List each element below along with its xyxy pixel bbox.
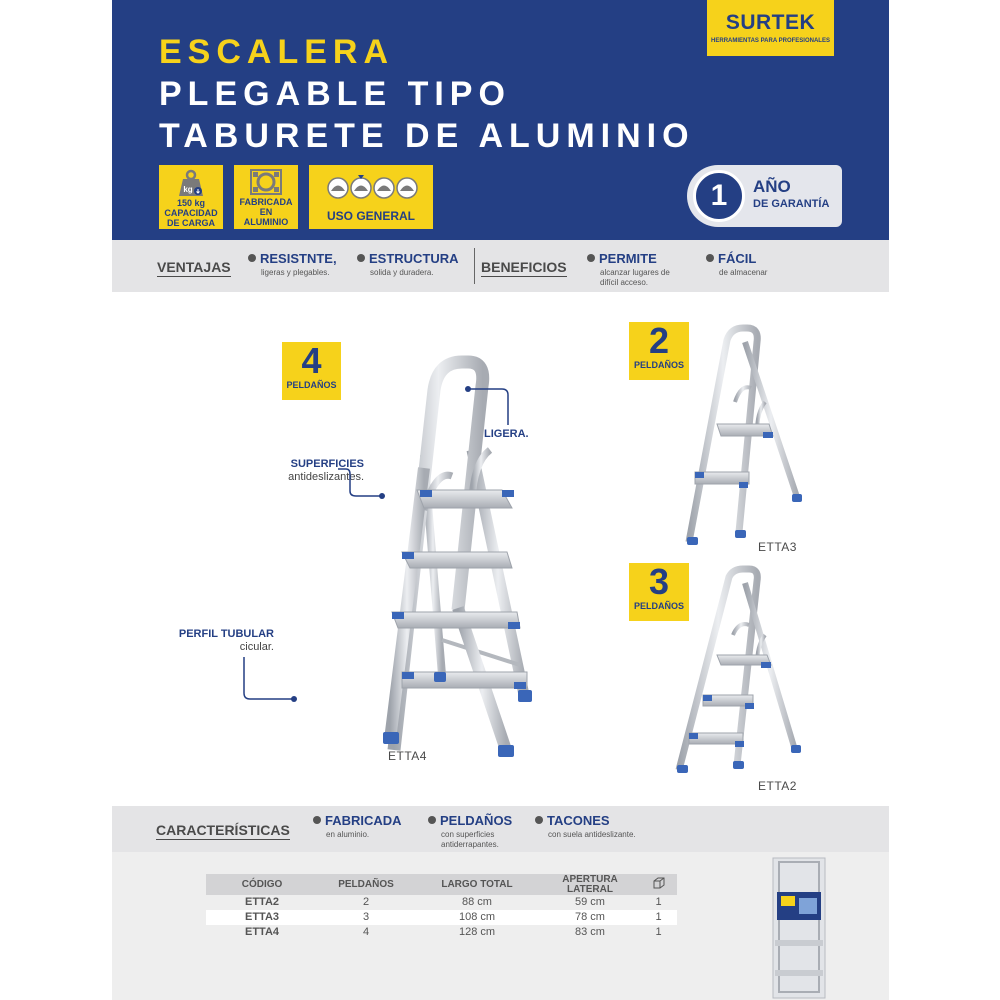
header-length: LARGO TOTAL — [414, 874, 540, 895]
made-line-3: ALUMINIO — [243, 217, 289, 227]
callout-surfaces-line — [338, 466, 388, 501]
cell-opening: 59 cm — [575, 896, 605, 908]
packaging-image — [765, 852, 833, 1000]
advantage-item-1 — [248, 250, 337, 278]
callout-tubular — [159, 628, 274, 654]
callout-tubular-sub: cicular. — [239, 641, 274, 653]
brand-tagline: HERRAMIENTAS PARA PROFESIONALES — [711, 38, 830, 44]
advantage-title-2: ESTRUCTURA — [369, 251, 459, 266]
callout-surfaces-title: SUPERFICIES — [290, 458, 364, 470]
bullet-dot — [535, 816, 543, 824]
feature-sub-3: con suela antideslizante. — [548, 830, 636, 839]
spec-table — [206, 874, 677, 940]
cell-code: ETTA4 — [244, 926, 280, 938]
brand-logo — [707, 0, 834, 56]
benefit-title-1: PERMITE — [599, 251, 657, 266]
made-line-1: FABRICADA — [239, 197, 293, 207]
benefit-sub-2: de almacenar — [719, 268, 768, 277]
steps-number: 3 — [648, 561, 670, 602]
feature-sub-2a: con superficies — [441, 830, 495, 839]
cell-code: ETTA3 — [206, 910, 318, 925]
general-use-label: USO GENERAL — [326, 209, 415, 223]
callout-light-line — [464, 385, 514, 430]
product-sheet — [112, 0, 889, 1000]
capacity-badge — [159, 165, 223, 229]
header-banner — [112, 0, 889, 240]
box-icon — [652, 876, 666, 890]
advantage-item-2 — [357, 250, 459, 278]
cell-code: ETTA2 — [244, 896, 280, 908]
advantages-heading: VENTAJAS — [157, 259, 231, 275]
weight-icon-text: kg — [183, 185, 193, 194]
model-etta3: ETTA3 — [758, 540, 797, 554]
steps-number: 4 — [301, 340, 322, 381]
advantages-bar — [112, 240, 889, 292]
benefit-item-2 — [706, 250, 767, 278]
callout-light-text: LIGERA. — [484, 428, 529, 440]
bullet-dot — [313, 816, 321, 824]
weight-icon — [176, 168, 206, 198]
cell-length: 128 cm — [458, 926, 496, 938]
table-row — [206, 895, 677, 910]
table-row — [206, 910, 677, 925]
capacity-line-2: CAPACIDAD — [164, 208, 218, 218]
cell-qty: 1 — [655, 926, 662, 938]
title-line-1: ESCALERA — [159, 33, 395, 71]
bullet-dot — [357, 254, 365, 262]
brand-name: SURTEK — [725, 11, 816, 34]
cell-length: 88 cm — [462, 896, 492, 908]
warranty-year: AÑO — [753, 177, 791, 196]
features-heading: CARACTERÍSTICAS — [156, 822, 290, 838]
header-code: CÓDIGO — [206, 874, 318, 895]
table-header-row — [206, 874, 677, 895]
advantage-title-1: RESISTNTE, — [260, 251, 337, 266]
model-etta2: ETTA2 — [758, 779, 797, 793]
callout-tubular-title: PERFIL TUBULAR — [178, 628, 274, 640]
divider — [474, 248, 475, 284]
made-line-2: EN — [259, 207, 273, 217]
ladder-3-steps-image — [667, 565, 812, 780]
steps-label: PELDAÑOS — [286, 380, 337, 390]
capacity-line-3: DE CARGA — [166, 218, 215, 228]
steps-label: PELDAÑOS — [633, 360, 684, 370]
steps-label: PELDAÑOS — [633, 601, 684, 611]
warranty-text: DE GARANTÍA — [753, 198, 830, 210]
feature-title-1: FABRICADA — [325, 813, 402, 828]
cell-qty: 1 — [640, 910, 677, 925]
general-use-badge — [309, 165, 433, 229]
cell-opening: 78 cm — [540, 910, 640, 925]
table-row — [206, 925, 677, 940]
benefit-item-1 — [587, 250, 670, 288]
benefit-title-2: FÁCIL — [718, 251, 757, 266]
callout-surfaces-sub: antideslizantes. — [288, 471, 364, 483]
callout-tubular-line — [240, 655, 300, 705]
cell-opening: 83 cm — [575, 926, 605, 938]
cell-steps: 2 — [362, 896, 370, 908]
capacity-line-1: 150 kg — [176, 198, 206, 208]
feature-title-2: PELDAÑOS — [440, 813, 513, 828]
header-steps: PELDAÑOS — [318, 874, 414, 895]
bullet-dot — [706, 254, 714, 262]
cell-steps: 3 — [318, 910, 414, 925]
warranty-number: 1 — [693, 170, 745, 222]
model-etta4: ETTA4 — [388, 749, 427, 763]
feature-item-3 — [535, 812, 636, 840]
aluminum-badge — [234, 165, 298, 229]
advantage-sub-2: solida y duradera. — [370, 268, 434, 277]
benefit-sub-1a: alcanzar lugares de — [600, 268, 670, 277]
bullet-dot — [587, 254, 595, 262]
cell-qty: 1 — [655, 896, 662, 908]
title-line-3: TABURETE DE ALUMINIO — [159, 117, 695, 155]
steps-number: 2 — [648, 320, 670, 361]
frame-icon — [249, 168, 283, 196]
cell-steps: 4 — [362, 926, 370, 938]
benefits-heading: BENEFICIOS — [481, 259, 567, 275]
warranty-badge — [687, 165, 842, 227]
features-bar — [112, 806, 889, 852]
bullet-dot — [428, 816, 436, 824]
header-box — [640, 874, 677, 895]
ladder-2-steps-image — [677, 322, 807, 552]
header-opening: APERTURA LATERAL — [540, 874, 640, 895]
title-line-2: PLEGABLE TIPO — [159, 75, 511, 113]
advantage-sub-1: ligeras y plegables. — [261, 268, 330, 277]
feature-item-2 — [428, 812, 512, 850]
benefit-sub-1b: difícil acceso. — [600, 278, 649, 287]
cell-length: 108 cm — [414, 910, 540, 925]
feature-sub-1: en aluminio. — [326, 830, 370, 839]
bullet-dot — [248, 254, 256, 262]
helmets-icon — [326, 175, 418, 199]
feature-title-3: TACONES — [547, 813, 610, 828]
feature-sub-2b: antiderrapantes. — [441, 840, 499, 849]
feature-item-1 — [313, 812, 402, 840]
